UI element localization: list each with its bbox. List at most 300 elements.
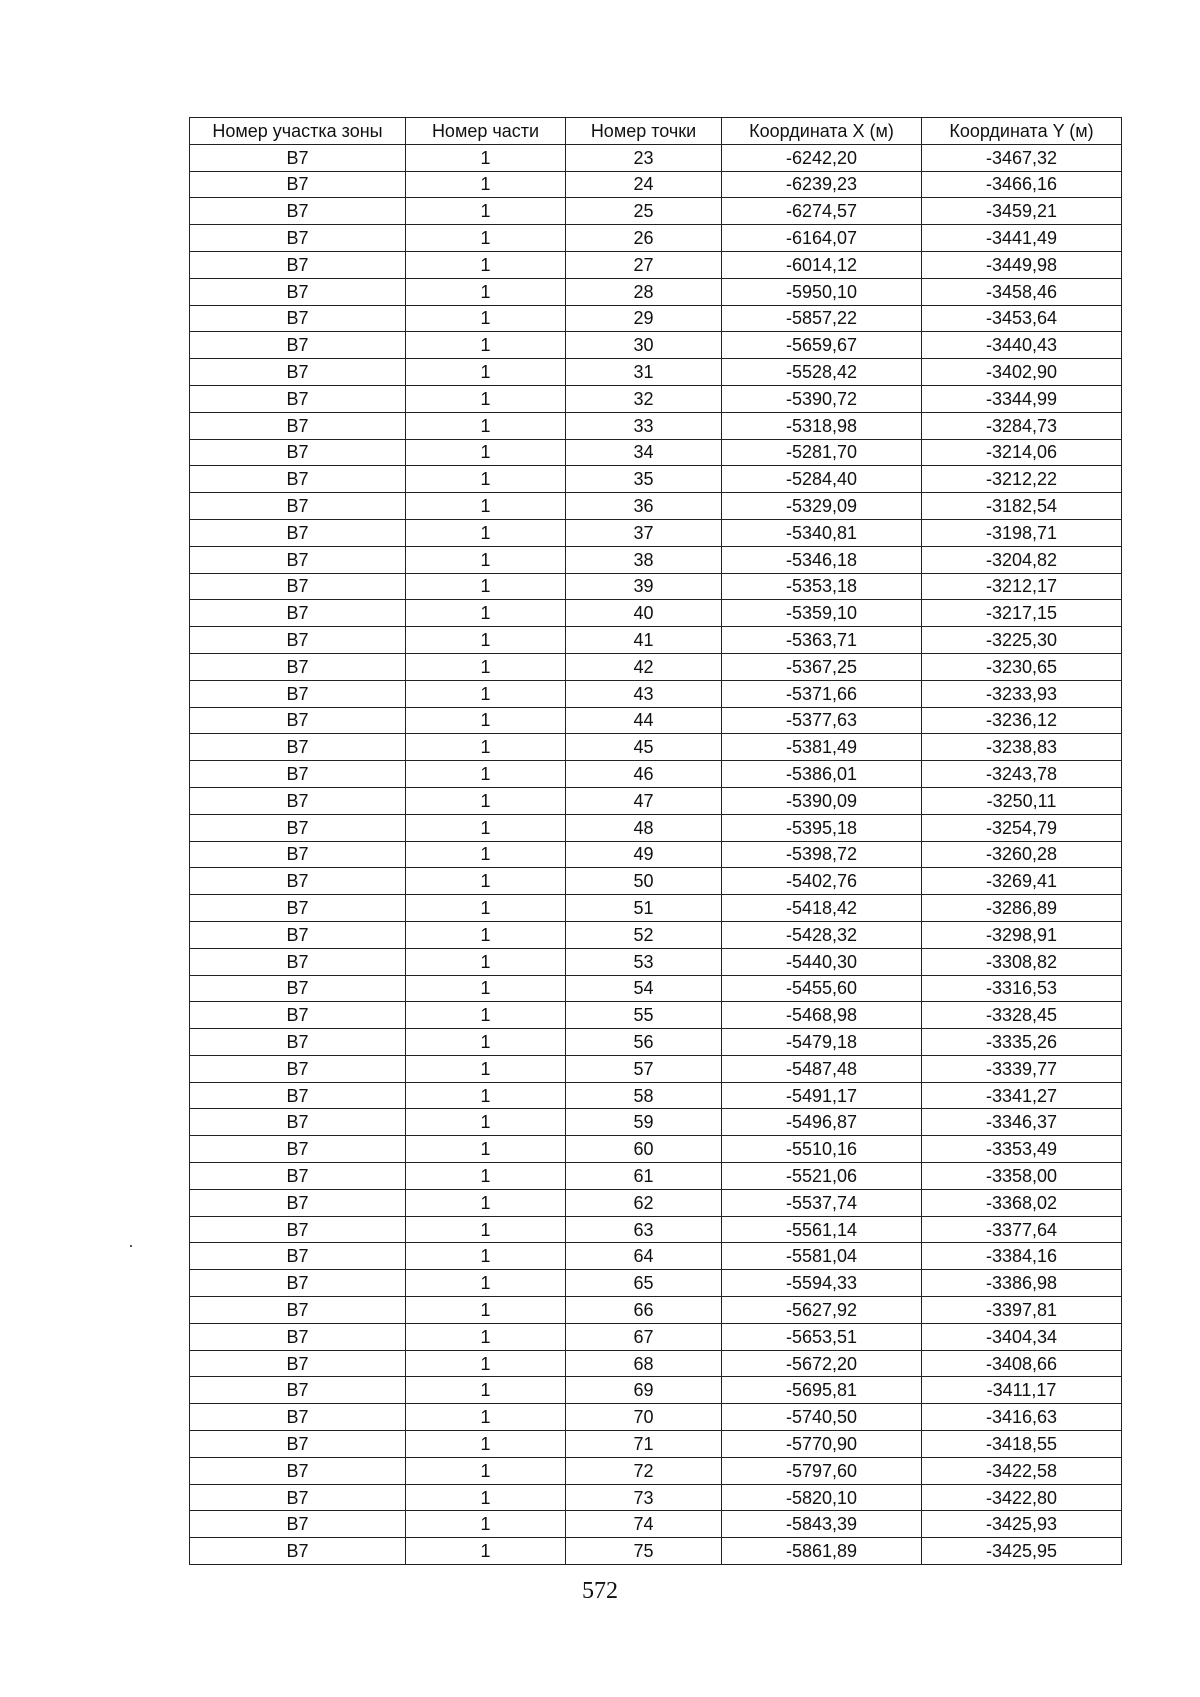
cell-coordinate-x: -5627,92 [722,1297,922,1324]
cell-coordinate-y: -3402,90 [922,359,1122,386]
cell-zone-section: В7 [190,921,406,948]
cell-zone-section: В7 [190,1297,406,1324]
cell-part-number: 1 [406,1297,566,1324]
cell-coordinate-y: -3204,82 [922,546,1122,573]
cell-point-number: 49 [566,841,722,868]
cell-zone-section: В7 [190,1163,406,1190]
cell-coordinate-x: -6014,12 [722,251,922,278]
cell-point-number: 27 [566,251,722,278]
table-row [190,1243,1122,1270]
cell-part-number: 1 [406,1082,566,1109]
cell-part-number: 1 [406,1029,566,1056]
cell-point-number: 35 [566,466,722,493]
cell-coordinate-y: -3368,02 [922,1189,1122,1216]
cell-part-number: 1 [406,1163,566,1190]
cell-coordinate-x: -5843,39 [722,1511,922,1538]
cell-zone-section: В7 [190,1002,406,1029]
cell-part-number: 1 [406,1431,566,1458]
cell-zone-section: В7 [190,1055,406,1082]
table-row [190,707,1122,734]
cell-coordinate-x: -5561,14 [722,1216,922,1243]
table-row [190,1082,1122,1109]
page-number: 572 [582,1578,618,1604]
cell-zone-section: В7 [190,707,406,734]
cell-coordinate-y: -3341,27 [922,1082,1122,1109]
cell-coordinate-x: -5672,20 [722,1350,922,1377]
cell-zone-section: В7 [190,600,406,627]
cell-coordinate-y: -3449,98 [922,251,1122,278]
cell-point-number: 45 [566,734,722,761]
cell-point-number: 55 [566,1002,722,1029]
cell-coordinate-x: -5381,49 [722,734,922,761]
cell-zone-section: В7 [190,734,406,761]
cell-point-number: 71 [566,1431,722,1458]
cell-coordinate-x: -5390,09 [722,787,922,814]
cell-zone-section: В7 [190,1109,406,1136]
cell-part-number: 1 [406,1109,566,1136]
cell-point-number: 60 [566,1136,722,1163]
cell-coordinate-y: -3453,64 [922,305,1122,332]
cell-zone-section: В7 [190,305,406,332]
cell-coordinate-x: -5659,67 [722,332,922,359]
cell-coordinate-x: -5521,06 [722,1163,922,1190]
cell-coordinate-x: -5950,10 [722,278,922,305]
cell-zone-section: В7 [190,1216,406,1243]
cell-coordinate-x: -5468,98 [722,1002,922,1029]
cell-part-number: 1 [406,895,566,922]
cell-coordinate-x: -5353,18 [722,573,922,600]
table-row [190,305,1122,332]
cell-part-number: 1 [406,921,566,948]
cell-part-number: 1 [406,1538,566,1565]
cell-point-number: 68 [566,1350,722,1377]
cell-zone-section: В7 [190,466,406,493]
cell-coordinate-x: -6239,23 [722,171,922,198]
cell-coordinate-x: -5479,18 [722,1029,922,1056]
cell-coordinate-y: -3418,55 [922,1431,1122,1458]
cell-point-number: 56 [566,1029,722,1056]
cell-coordinate-y: -3466,16 [922,171,1122,198]
table-row [190,868,1122,895]
cell-point-number: 47 [566,787,722,814]
cell-part-number: 1 [406,359,566,386]
cell-coordinate-y: -3339,77 [922,1055,1122,1082]
cell-zone-section: В7 [190,198,406,225]
cell-part-number: 1 [406,1243,566,1270]
cell-part-number: 1 [406,1002,566,1029]
cell-point-number: 53 [566,948,722,975]
cell-coordinate-y: -3411,17 [922,1377,1122,1404]
coordinates-table [189,117,1122,1565]
cell-point-number: 40 [566,600,722,627]
cell-part-number: 1 [406,734,566,761]
table-row [190,1350,1122,1377]
cell-coordinate-x: -5390,72 [722,385,922,412]
table-row [190,734,1122,761]
cell-part-number: 1 [406,1323,566,1350]
cell-coordinate-y: -3230,65 [922,653,1122,680]
cell-point-number: 64 [566,1243,722,1270]
cell-point-number: 26 [566,225,722,252]
table-row [190,761,1122,788]
cell-coordinate-x: -5797,60 [722,1457,922,1484]
cell-zone-section: В7 [190,171,406,198]
cell-coordinate-y: -3467,32 [922,144,1122,171]
cell-zone-section: В7 [190,761,406,788]
cell-zone-section: В7 [190,439,406,466]
cell-coordinate-x: -6164,07 [722,225,922,252]
cell-point-number: 54 [566,975,722,1002]
cell-coordinate-y: -3358,00 [922,1163,1122,1190]
cell-coordinate-x: -5367,25 [722,653,922,680]
cell-coordinate-x: -5857,22 [722,305,922,332]
cell-part-number: 1 [406,948,566,975]
cell-part-number: 1 [406,225,566,252]
cell-coordinate-y: -3425,95 [922,1538,1122,1565]
header-part-number: Номер части [406,118,566,145]
cell-zone-section: В7 [190,627,406,654]
cell-coordinate-y: -3440,43 [922,332,1122,359]
table-row [190,493,1122,520]
cell-coordinate-y: -3335,26 [922,1029,1122,1056]
cell-part-number: 1 [406,305,566,332]
cell-coordinate-x: -5491,17 [722,1082,922,1109]
table-row [190,359,1122,386]
table-row [190,1323,1122,1350]
table-row [190,1404,1122,1431]
cell-point-number: 36 [566,493,722,520]
table-row [190,653,1122,680]
cell-part-number: 1 [406,412,566,439]
cell-zone-section: В7 [190,814,406,841]
cell-coordinate-x: -5386,01 [722,761,922,788]
cell-coordinate-y: -3384,16 [922,1243,1122,1270]
cell-part-number: 1 [406,1404,566,1431]
cell-point-number: 50 [566,868,722,895]
cell-coordinate-x: -5440,30 [722,948,922,975]
table-row [190,1189,1122,1216]
cell-point-number: 73 [566,1484,722,1511]
cell-coordinate-y: -3260,28 [922,841,1122,868]
cell-coordinate-y: -3225,30 [922,627,1122,654]
cell-point-number: 42 [566,653,722,680]
cell-point-number: 62 [566,1189,722,1216]
cell-coordinate-y: -3397,81 [922,1297,1122,1324]
cell-coordinate-y: -3284,73 [922,412,1122,439]
cell-point-number: 33 [566,412,722,439]
cell-coordinate-x: -5329,09 [722,493,922,520]
cell-zone-section: В7 [190,1538,406,1565]
cell-part-number: 1 [406,680,566,707]
header-coordinate-x: Координата X (м) [722,118,922,145]
cell-part-number: 1 [406,493,566,520]
cell-part-number: 1 [406,1511,566,1538]
cell-coordinate-y: -3404,34 [922,1323,1122,1350]
cell-zone-section: В7 [190,278,406,305]
cell-coordinate-y: -3250,11 [922,787,1122,814]
cell-part-number: 1 [406,707,566,734]
cell-part-number: 1 [406,1484,566,1511]
cell-part-number: 1 [406,1457,566,1484]
cell-coordinate-x: -5428,32 [722,921,922,948]
table-row [190,1109,1122,1136]
cell-coordinate-y: -3441,49 [922,225,1122,252]
cell-coordinate-y: -3298,91 [922,921,1122,948]
cell-part-number: 1 [406,546,566,573]
cell-coordinate-y: -3198,71 [922,519,1122,546]
table-header-row [190,118,1122,145]
cell-zone-section: В7 [190,1377,406,1404]
cell-coordinate-x: -5487,48 [722,1055,922,1082]
header-zone-section-number: Номер участка зоны [190,118,406,145]
cell-point-number: 72 [566,1457,722,1484]
cell-coordinate-x: -5346,18 [722,546,922,573]
cell-coordinate-y: -3286,89 [922,895,1122,922]
table-row [190,1216,1122,1243]
cell-zone-section: В7 [190,332,406,359]
cell-coordinate-y: -3243,78 [922,761,1122,788]
cell-zone-section: В7 [190,546,406,573]
cell-zone-section: В7 [190,1270,406,1297]
cell-coordinate-x: -5695,81 [722,1377,922,1404]
table-row [190,921,1122,948]
cell-point-number: 44 [566,707,722,734]
cell-part-number: 1 [406,1189,566,1216]
cell-zone-section: В7 [190,868,406,895]
table-body [190,144,1122,1564]
table-row [190,1457,1122,1484]
cell-part-number: 1 [406,868,566,895]
cell-zone-section: В7 [190,948,406,975]
cell-point-number: 58 [566,1082,722,1109]
cell-point-number: 51 [566,895,722,922]
cell-part-number: 1 [406,385,566,412]
table-row [190,1377,1122,1404]
table-row [190,814,1122,841]
cell-part-number: 1 [406,841,566,868]
cell-zone-section: В7 [190,359,406,386]
cell-part-number: 1 [406,466,566,493]
cell-point-number: 61 [566,1163,722,1190]
header-coordinate-y: Координата Y (м) [922,118,1122,145]
cell-coordinate-y: -3308,82 [922,948,1122,975]
cell-coordinate-y: -3214,06 [922,439,1122,466]
cell-zone-section: В7 [190,1029,406,1056]
cell-point-number: 52 [566,921,722,948]
cell-coordinate-y: -3233,93 [922,680,1122,707]
cell-coordinate-y: -3408,66 [922,1350,1122,1377]
header-point-number: Номер точки [566,118,722,145]
table-row [190,412,1122,439]
cell-coordinate-x: -5363,71 [722,627,922,654]
cell-part-number: 1 [406,787,566,814]
cell-point-number: 31 [566,359,722,386]
table-row [190,332,1122,359]
cell-coordinate-x: -5395,18 [722,814,922,841]
cell-coordinate-x: -5402,76 [722,868,922,895]
cell-point-number: 65 [566,1270,722,1297]
cell-part-number: 1 [406,1270,566,1297]
cell-point-number: 70 [566,1404,722,1431]
cell-zone-section: В7 [190,385,406,412]
table-row [190,144,1122,171]
cell-coordinate-y: -3212,22 [922,466,1122,493]
cell-coordinate-x: -5510,16 [722,1136,922,1163]
cell-zone-section: В7 [190,573,406,600]
cell-zone-section: В7 [190,975,406,1002]
cell-coordinate-y: -3386,98 [922,1270,1122,1297]
cell-point-number: 34 [566,439,722,466]
cell-coordinate-y: -3346,37 [922,1109,1122,1136]
cell-zone-section: В7 [190,787,406,814]
cell-coordinate-x: -5537,74 [722,1189,922,1216]
cell-zone-section: В7 [190,144,406,171]
cell-coordinate-x: -5371,66 [722,680,922,707]
cell-point-number: 38 [566,546,722,573]
cell-zone-section: В7 [190,1189,406,1216]
table-row [190,841,1122,868]
cell-coordinate-x: -5284,40 [722,466,922,493]
table-row [190,1029,1122,1056]
cell-point-number: 24 [566,171,722,198]
cell-coordinate-x: -5340,81 [722,519,922,546]
cell-zone-section: В7 [190,1136,406,1163]
cell-coordinate-x: -5496,87 [722,1109,922,1136]
cell-coordinate-y: -3254,79 [922,814,1122,841]
cell-coordinate-x: -5820,10 [722,1484,922,1511]
cell-point-number: 48 [566,814,722,841]
cell-part-number: 1 [406,1216,566,1243]
cell-coordinate-x: -5359,10 [722,600,922,627]
cell-coordinate-y: -3459,21 [922,198,1122,225]
cell-part-number: 1 [406,198,566,225]
cell-part-number: 1 [406,439,566,466]
table-row [190,466,1122,493]
cell-coordinate-y: -3425,93 [922,1511,1122,1538]
table-row [190,519,1122,546]
cell-point-number: 32 [566,385,722,412]
cell-coordinate-y: -3422,80 [922,1484,1122,1511]
cell-point-number: 57 [566,1055,722,1082]
cell-coordinate-x: -5594,33 [722,1270,922,1297]
cell-part-number: 1 [406,144,566,171]
cell-part-number: 1 [406,251,566,278]
cell-point-number: 23 [566,144,722,171]
cell-coordinate-x: -5861,89 [722,1538,922,1565]
table-row [190,1511,1122,1538]
table-row [190,1538,1122,1565]
cell-zone-section: В7 [190,1350,406,1377]
table-row [190,546,1122,573]
cell-point-number: 74 [566,1511,722,1538]
cell-coordinate-x: -5418,42 [722,895,922,922]
cell-zone-section: В7 [190,680,406,707]
cell-point-number: 25 [566,198,722,225]
cell-part-number: 1 [406,627,566,654]
cell-point-number: 37 [566,519,722,546]
cell-coordinate-y: -3236,12 [922,707,1122,734]
cell-coordinate-x: -5318,98 [722,412,922,439]
cell-coordinate-y: -3217,15 [922,600,1122,627]
cell-point-number: 30 [566,332,722,359]
cell-zone-section: В7 [190,1243,406,1270]
table-row [190,278,1122,305]
table-row [190,225,1122,252]
table-row [190,1270,1122,1297]
cell-coordinate-x: -5740,50 [722,1404,922,1431]
cell-point-number: 66 [566,1297,722,1324]
cell-zone-section: В7 [190,653,406,680]
cell-coordinate-x: -5528,42 [722,359,922,386]
table-row [190,787,1122,814]
cell-point-number: 28 [566,278,722,305]
cell-coordinate-x: -6274,57 [722,198,922,225]
table-row [190,680,1122,707]
cell-part-number: 1 [406,1350,566,1377]
cell-coordinate-x: -5281,70 [722,439,922,466]
cell-part-number: 1 [406,975,566,1002]
cell-part-number: 1 [406,600,566,627]
cell-coordinate-y: -3377,64 [922,1216,1122,1243]
cell-point-number: 29 [566,305,722,332]
table-row [190,439,1122,466]
cell-point-number: 59 [566,1109,722,1136]
table-row [190,1297,1122,1324]
table-row [190,975,1122,1002]
cell-part-number: 1 [406,814,566,841]
cell-zone-section: В7 [190,519,406,546]
cell-coordinate-y: -3458,46 [922,278,1122,305]
cell-point-number: 69 [566,1377,722,1404]
cell-zone-section: В7 [190,1082,406,1109]
cell-zone-section: В7 [190,1457,406,1484]
cell-coordinate-x: -5377,63 [722,707,922,734]
cell-coordinate-x: -5770,90 [722,1431,922,1458]
table-row [190,600,1122,627]
cell-point-number: 46 [566,761,722,788]
cell-point-number: 41 [566,627,722,654]
cell-coordinate-x: -5653,51 [722,1323,922,1350]
cell-part-number: 1 [406,653,566,680]
cell-point-number: 39 [566,573,722,600]
cell-coordinate-y: -3269,41 [922,868,1122,895]
cell-zone-section: В7 [190,1484,406,1511]
cell-part-number: 1 [406,1055,566,1082]
table-row [190,1055,1122,1082]
table-row [190,1484,1122,1511]
cell-coordinate-x: -5455,60 [722,975,922,1002]
cell-zone-section: В7 [190,841,406,868]
table-row [190,573,1122,600]
cell-part-number: 1 [406,278,566,305]
cell-coordinate-y: -3328,45 [922,1002,1122,1029]
cell-coordinate-y: -3212,17 [922,573,1122,600]
cell-coordinate-x: -6242,20 [722,144,922,171]
table-row [190,198,1122,225]
cell-point-number: 75 [566,1538,722,1565]
cell-zone-section: В7 [190,493,406,520]
table-row [190,1002,1122,1029]
table-row [190,1431,1122,1458]
cell-part-number: 1 [406,1377,566,1404]
cell-coordinate-y: -3344,99 [922,385,1122,412]
cell-zone-section: В7 [190,1323,406,1350]
table-row [190,251,1122,278]
cell-coordinate-x: -5581,04 [722,1243,922,1270]
cell-part-number: 1 [406,171,566,198]
cell-part-number: 1 [406,761,566,788]
cell-coordinate-y: -3422,58 [922,1457,1122,1484]
